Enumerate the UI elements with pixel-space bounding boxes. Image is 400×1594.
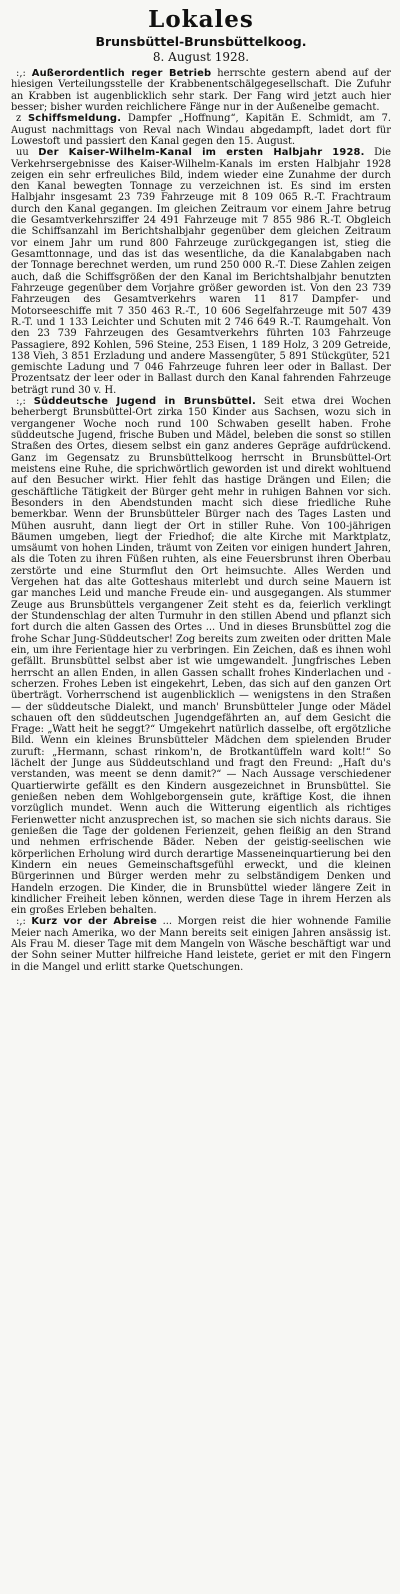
article-body: Seit etwa drei Wochen beherbergt Brunsbüttel-Ort zirka 150 Kinder aus Sachsen, wozu sich in vergangener Woche noch rund 100 Schwaben gesellt haben. Frohe süddeutsche Jugend, frische Buben und Mädel, beleben die sonst so stillen Straßen des Ortes, diesem selbst ein ganz anderes Gepräge aufdrückend. Ganz im Gegensatz zu Brunsbüttelkoog herrscht in Brunsbüttel-Ort meistens eine Ruhe, die sprichwörtlich geworden ist und direkt wohltuend auf den Besucher wirkt. Hier fehlt das hastige Drängen und Eilen; die geschäftliche Tätigkeit der Bürger geht mehr in ruhigen Bahnen vor sich. Besonders in den Abendstunden macht sich diese friedliche Ruhe bemerkbar. Wenn der Brunsbütteler Bürger nach des Tages Lasten und Mühen ausruht, dann liegt der Ort in stiller Ruhe. Von 100-jährigen Bäumen umgeben, liegt der Friedhof; die alte Kirche mit Marktplatz, umsäumt von hohen Linden, träumt von Zeiten vor einigen hundert Jahren, als die Toten zu ihren Füßen ruhten, als eine Feuersbrunst ihren Oberbau zerstörte und eine Sturmflut den Ort heimsuchte. Alles Werden und Vergehen hat das alte Gotteshaus miterlebt und durch seine Mauern ist gar manches Leid und manche Freude ein- und ausgegangen. Als stummer Zeuge aus Brunsbüttels vergangener Zeit steht es da, feierlich verklingt der Stundenschlag der alten Turmuhr in den stillen Abend und pflanzt sich fort durch die alten Gassen des Ortes ... Und in dieses Brunsbüttel zog die frohe Schar Jung-Süddeutscher! Zog bereits zum zweiten oder dritten Male ein, um ihre Ferientage hier zu verbringen. Ein Zeichen, daß es ihnen wohl gefällt. Brunsbüttel selbst aber ist wie umgewandelt. Jungfrisches Leben herrscht an allen Enden, in allen Gassen schallt frohes Kinderlachen und -scherzen. Frohes Leben ist eingekehrt, Leben, das sich auf den ganzen Ort überträgt. Vorherrschend ist augenblicklich — wenigstens in den Straßen — der süddeutsche Dialekt, und manch' Brunsbütteler Junge oder Mädel schauen oft den süddeutschen Jugendgefährten an, auf dem Gesicht die Frage: „Watt heit he seggt?“ Umgekehrt natürlich dasselbe, oft ergötzliche Bild. Wenn ein kleines Brunsbütteler Mädchen dem spielenden Bruder zuruft: „Hermann, schast rinkom'n, de Brotkantüffeln ward kolt!“ So lächelt der Junge aus Süddeutschland und fragt den Freund: „Haſt du's verstanden, was meent se denn damit?“ — Nach Aussage verschiedener Quartierwirte gefällt es den Kindern ausgezeichnet in Brunsbüttel. Sie genießen neben dem Wohlgeborgensein gute, kräftige Kost, die ihnen vorzüglich mundet. Wenn auch die Witterung eigentlich als richtiges Ferienwetter nicht anzusprechen ist, so machen sie sich nichts daraus. Sie genießen die Tage der goldenen Ferienzeit, gehen fleißig an den Strand und nehmen erfrischende Bäder. Neben der geistig-seelischen wie körperlichen Erholung wird durch derartige Masseneinquartierung bei den Kindern ein neues Gemeinschaftsgefühl erweckt, und die kleinen Bürgerinnen und Bürger werden mehr zu selbständigem Denken und Handeln erzogen. Die Kinder, die in Brunsbüttel wieder längere Zeit in kindlicher Freiheit leben können, werden diese Tage in ihrem Herzen als ein großes Erleben behalten. — [11, 396, 392, 917]
article-headline: Der Kaiser-Wilhelm-Kanal im ersten Halbjahr 1928. — [38, 147, 365, 159]
article-headline: Süddeutsche Jugend in Brunsbüttel. — [33, 396, 256, 408]
article-headline: Schiffsmeldung. — [27, 113, 122, 125]
article-mark: uu — [16, 147, 29, 159]
section-date: 8. August 1928. — [152, 50, 250, 64]
article-headline: Außerordentlich reger Betrieb — [31, 68, 212, 79]
article-sueddeutsche-jugend — [11, 396, 391, 916]
article-mark: :,: — [16, 916, 26, 928]
article-body: Die Verkehrsergebnisse des Kaiser-Wilhelm-Kanals im ersten Halbjahr 1928 zeigen ein sehr erfreuliches Bild, indem wieder eine Zunahme der durch den Kanal bewegten Tonnage zu verzeichnen ist. Es sind im ersten Halbjahr insgesamt 23 739 Fahrzeuge mit 8 109 065 R.-T. Frachtraum durch den Kanal gegangen. Im gleichen Zeitraum vor einem Jahre betrug die Gesamtverkehrsziffer 24 491 Fahrzeuge mit 7 855 986 R.-T. Obgleich die Schiffsanzahl im Berichtshalbjahr gegenüber dem gleichen Zeitraum vor einem Jahr um rund 800 Fahrzeuge zurückgegangen ist, stieg die Gesamttonnage, und das ist das wesentliche, da die Kanalabgaben nach der Tonnage berechnet werden, um rund 250 000 R.-T. Diese Zahlen zeigen auch, daß die Schiffsgrößen der den Kanal im Berichtshalbjahr benutzten Fahrzeuge gegenüber dem Vorjahre größer geworden ist. Von den 23 739 Fahrzeugen des Gesamtverkehrs waren 11 817 Dampfer- und Motorseeschiffe mit 7 350 463 R.-T., 10 606 Segelfahrzeuge mit 507 439 R.-T. und 1 133 Leichter und Schuten mit 2 746 649 R.-T. Raumgehalt. Von den 23 739 Fahrzeugen des Gesamtverkehrs führten 103 Fahrzeuge Passagiere, 892 Kohlen, 596 Steine, 253 Eisen, 1 189 Holz, 3 209 Getreide, 138 Vieh, 3 851 Erzladung und andere Massengüter, 5 891 Stückgüter, 521 gemischte Ladung und 7 046 Fahrzeuge fuhren leer oder in Ballast. Der Prozentsatz der leer oder in Ballast durch den Kanal fahrenden Fahrzeuge beträgt rund 30 v. H. — [11, 147, 392, 396]
article-abreise — [11, 916, 391, 973]
article-schiffsmeldung — [11, 113, 391, 147]
section-title: Lokales — [148, 6, 254, 33]
article-mark: :,: — [16, 396, 26, 408]
article-body: ... Morgen reist die hier wohnende Familie Meier nach Amerika, wo der Mann bereits seit einigen Jahren ansässig ist. Als Frau M. dieser Tage mit dem Mangeln von Wäsche beschäftigt war und der Sohn seiner Mutter hilfreiche Hand leistete, geriet er mit den Fingern in die Mangel und erlitt starke Quetschungen. — [11, 916, 392, 973]
section-place: Brunsbüttel-Brunsbüttelkoog. — [95, 34, 307, 49]
article-headline: Kurz vor der Abreise — [31, 916, 158, 928]
article-kaiser-wilhelm-kanal — [11, 147, 391, 396]
article-body: Dampfer „Hoffnung“, Kapitän E. Schmidt, am 7. August nachmittags von Reval nach Windau abgedampft, ladet dort für Lowestoft und passiert den Kanal gegen den 15. August. — [11, 113, 392, 147]
article-betrieb — [11, 68, 391, 113]
article-mark: z — [16, 113, 22, 125]
article-mark: :,: — [16, 68, 26, 79]
masthead — [11, 6, 391, 65]
article-body: herrschte gestern abend auf der hiesigen Verteilungsstelle der Krabbenentschälgegesellschaft. Die Zufuhr an Krabben ist augenblicklich sehr stark. Der Fang wird jetzt auch hier besser; bisher wurden reichlichere Fänge nur in der Außenelbe gemacht. — [11, 68, 392, 113]
